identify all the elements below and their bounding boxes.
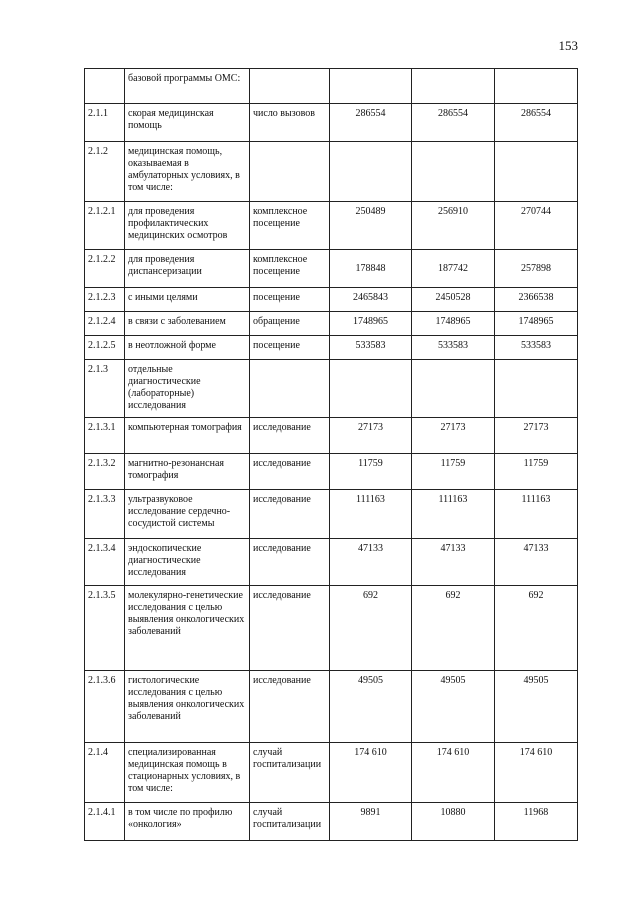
row-name: отдельные диагностические (лабораторные) исследования — [125, 360, 250, 418]
table-row — [85, 142, 578, 202]
row-code: 2.1.2.4 — [85, 312, 125, 336]
row-value-3: 270744 — [495, 202, 578, 250]
row-code: 2.1.3.1 — [85, 418, 125, 454]
row-unit: комплексное посещение — [250, 250, 330, 288]
row-value-2: 187742 — [412, 250, 495, 288]
row-name: в связи с заболеванием — [125, 312, 250, 336]
table-row — [85, 743, 578, 803]
row-unit: исследование — [250, 490, 330, 539]
row-value-2 — [412, 69, 495, 104]
row-name: гистологические исследования с целью выявления онкологических заболеваний — [125, 671, 250, 743]
row-value-2: 256910 — [412, 202, 495, 250]
row-name: с иными целями — [125, 288, 250, 312]
row-value-3: 692 — [495, 586, 578, 671]
row-value-3 — [495, 360, 578, 418]
row-unit: посещение — [250, 288, 330, 312]
row-code: 2.1.3 — [85, 360, 125, 418]
row-name: молекулярно-генетические исследования с целью выявления онкологических заболеваний — [125, 586, 250, 671]
row-value-3: 49505 — [495, 671, 578, 743]
row-value-3: 174 610 — [495, 743, 578, 803]
table-row — [85, 671, 578, 743]
row-value-1: 286554 — [330, 104, 412, 142]
row-code: 2.1.2.3 — [85, 288, 125, 312]
row-value-2: 10880 — [412, 803, 495, 841]
table-row — [85, 360, 578, 418]
row-value-1: 1748965 — [330, 312, 412, 336]
row-unit: исследование — [250, 418, 330, 454]
row-unit: исследование — [250, 454, 330, 490]
row-value-1: 27173 — [330, 418, 412, 454]
row-value-3: 47133 — [495, 539, 578, 586]
row-code: 2.1.3.6 — [85, 671, 125, 743]
row-code — [85, 69, 125, 104]
row-unit: исследование — [250, 671, 330, 743]
row-value-3: 286554 — [495, 104, 578, 142]
row-code: 2.1.3.2 — [85, 454, 125, 490]
statistics-table — [84, 68, 578, 841]
row-code: 2.1.3.3 — [85, 490, 125, 539]
row-unit: обращение — [250, 312, 330, 336]
table-row — [85, 104, 578, 142]
row-name: компьютерная томография — [125, 418, 250, 454]
row-value-1: 9891 — [330, 803, 412, 841]
row-code: 2.1.2.5 — [85, 336, 125, 360]
row-value-1 — [330, 69, 412, 104]
table-row — [85, 586, 578, 671]
row-unit: комплексное посещение — [250, 202, 330, 250]
row-value-2: 692 — [412, 586, 495, 671]
row-value-3: 27173 — [495, 418, 578, 454]
table-row — [85, 803, 578, 841]
row-value-1: 250489 — [330, 202, 412, 250]
row-value-2: 11759 — [412, 454, 495, 490]
row-name: специализированная медицинская помощь в стационарных условиях, в том числе: — [125, 743, 250, 803]
row-value-3 — [495, 142, 578, 202]
row-name: для проведения профилактических медицинских осмотров — [125, 202, 250, 250]
row-name: эндоскопические диагностические исследования — [125, 539, 250, 586]
row-value-2: 286554 — [412, 104, 495, 142]
row-value-1: 692 — [330, 586, 412, 671]
table-row — [85, 418, 578, 454]
row-code: 2.1.2.1 — [85, 202, 125, 250]
table-row — [85, 454, 578, 490]
row-unit: посещение — [250, 336, 330, 360]
row-value-2: 27173 — [412, 418, 495, 454]
table-row — [85, 288, 578, 312]
row-unit — [250, 360, 330, 418]
row-value-2: 47133 — [412, 539, 495, 586]
row-code: 2.1.1 — [85, 104, 125, 142]
row-value-3: 533583 — [495, 336, 578, 360]
row-code: 2.1.4 — [85, 743, 125, 803]
row-value-3: 11759 — [495, 454, 578, 490]
row-value-3: 257898 — [495, 250, 578, 288]
row-code: 2.1.2.2 — [85, 250, 125, 288]
row-unit: число вызовов — [250, 104, 330, 142]
row-value-3 — [495, 69, 578, 104]
row-value-2: 2450528 — [412, 288, 495, 312]
row-value-1 — [330, 360, 412, 418]
row-unit: случай госпитализации — [250, 743, 330, 803]
row-value-2 — [412, 360, 495, 418]
table-row — [85, 336, 578, 360]
row-value-3: 111163 — [495, 490, 578, 539]
row-unit: исследование — [250, 586, 330, 671]
row-value-3: 11968 — [495, 803, 578, 841]
row-name: медицинская помощь, оказываемая в амбулаторных условиях, в том числе: — [125, 142, 250, 202]
row-code: 2.1.3.5 — [85, 586, 125, 671]
row-value-1: 111163 — [330, 490, 412, 539]
row-value-2: 49505 — [412, 671, 495, 743]
row-value-2: 1748965 — [412, 312, 495, 336]
row-name: для проведения диспансеризации — [125, 250, 250, 288]
row-value-1 — [330, 142, 412, 202]
table-row — [85, 490, 578, 539]
row-value-1: 533583 — [330, 336, 412, 360]
row-value-2: 111163 — [412, 490, 495, 539]
table-body — [85, 69, 578, 841]
table-row — [85, 312, 578, 336]
row-code: 2.1.2 — [85, 142, 125, 202]
row-value-2 — [412, 142, 495, 202]
row-value-1: 178848 — [330, 250, 412, 288]
row-value-1: 11759 — [330, 454, 412, 490]
row-unit — [250, 69, 330, 104]
row-name: в неотложной форме — [125, 336, 250, 360]
row-unit: случай госпитализации — [250, 803, 330, 841]
row-value-1: 174 610 — [330, 743, 412, 803]
row-value-2: 174 610 — [412, 743, 495, 803]
page-number: 153 — [558, 38, 578, 53]
table-row — [85, 250, 578, 288]
row-unit: исследование — [250, 539, 330, 586]
row-name: скорая медицинская помощь — [125, 104, 250, 142]
row-value-3: 2366538 — [495, 288, 578, 312]
table-row — [85, 202, 578, 250]
row-name: ультразвуковое исследование сердечно-сосудистой системы — [125, 490, 250, 539]
table-row — [85, 539, 578, 586]
table-row — [85, 69, 578, 104]
row-value-2: 533583 — [412, 336, 495, 360]
row-code: 2.1.4.1 — [85, 803, 125, 841]
row-unit — [250, 142, 330, 202]
row-value-1: 49505 — [330, 671, 412, 743]
row-value-3: 1748965 — [495, 312, 578, 336]
row-value-1: 2465843 — [330, 288, 412, 312]
row-name: базовой программы ОМС: — [125, 69, 250, 104]
row-code: 2.1.3.4 — [85, 539, 125, 586]
row-value-1: 47133 — [330, 539, 412, 586]
row-name: в том числе по профилю «онкология» — [125, 803, 250, 841]
row-name: магнитно-резонансная томография — [125, 454, 250, 490]
